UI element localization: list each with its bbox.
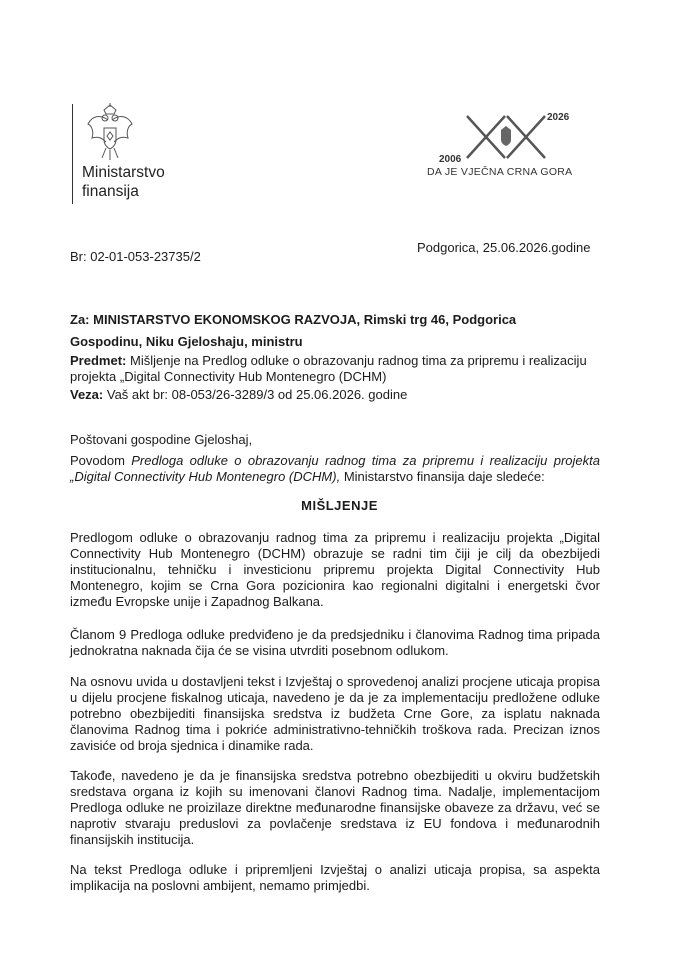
place-date: Podgorica, 25.06.2026.godine [417,240,591,255]
anniversary-year-start: 2006 [439,154,462,165]
body-paragraph: Na osnovu uvida u dostavljeni tekst i Izvještaj o sprovedenoj analizi procjene uticaja propisa u dijelu procjene fiskalnog uticaja, navedeno je da je za implementaciju predložene odluke potrebno obezbijediti finansijska sredstva iz budžeta Crne Gore, za isplatu naknada članovima Radnog tima i pokriće administrativno-tehničkih troškova rada. Precizan iznos zavisiće od broja sjednica i dinamike rada. [70,674,600,753]
addressee-text: Gospodinu, Niku Gjeloshaju, ministru [70,334,303,349]
intro-prefix: Povodom [70,453,132,468]
addressee [70,334,303,350]
body-paragraph: Takođe, navedeno je da je finansijska sredstva potrebno obezbijediti u okviru budžetskih sredstava organa iz kojih su imenovani članovi Radnog tima. Nadalje, implementacijom Predloga odluke ne proizilaze direktne međunarodne finansijske obaveze za državu, već se naprotiv stvaraju preduslovi za povlačenje sredstava iz EU fondova i međunarodnih finansijskih institucija. [70,768,600,847]
document-heading: MIŠLJENJE [301,498,378,513]
reference-block [70,387,407,403]
ministry-name [82,163,165,201]
recipient-label: Za: [70,312,90,327]
salutation: Poštovani gospodine Gjeloshaj, [70,432,253,447]
letterhead-divider [72,104,73,204]
subject-line2: projekta „Digital Connectivity Hub Montenegro (DCHM) [70,369,387,384]
reference-label: Veza: [70,387,104,402]
coat-of-arms-icon [84,102,136,164]
intro-italic: Predloga odluke o obrazovanju radnog tima za pripremu i realizaciju projekta „Digital Connectivity Hub Montenegro (DCHM), [70,453,600,484]
anniversary-year-end: 2026 [547,112,570,123]
recipient-line [70,312,516,328]
subject-block [70,353,610,385]
ministry-name-line1: Ministarstvo [82,164,165,181]
body-paragraph: Članom 9 Predloga odluke predviđeno je da predsjedniku i članovima Radnog tima pripada jednokratna naknada čija će se visina utvrditi posebnom odlukom. [70,627,600,658]
intro-suffix: Ministarstvo finansija daje sledeće: [340,469,545,484]
subject-label: Predmet: [70,353,127,368]
subject-line1: Mišljenje na Predlog odluke o obrazovanju radnog tima za pripremu i realizaciju [129,353,587,368]
recipient-name: MINISTARSTVO EKONOMSKOG RAZVOJA, Rimski trg 46, Podgorica [93,312,517,327]
reference-number: Br: 02-01-053-23735/2 [70,249,201,264]
reference-text: Vaš akt br: 08-053/26-3289/3 od 25.06.2026. godine [106,387,408,402]
ministry-name-line2: finansija [82,183,139,200]
body-paragraph: Na tekst Predloga odluke i pripremljeni Izvještaj o analizi uticaja propisa, sa aspekta implikacija na poslovni ambijent, nemamo primjedbi. [70,862,600,893]
body-paragraph: Predlogom odluke o obrazovanju radnog tima za pripremu i realizaciju projekta „Digital Connectivity Hub Montenegro (DCHM) obrazuje se radni tim čiji je cilj da obezbijedi institucionalnu, tehničku i investicionu pripremu projekta Digital Connectivity Hub Montenegro, kojim se Crna Gora pozicionira kao regionalni digitalni i energetski čvor između Evropske unije i Zapadnog Balkana. [70,530,600,609]
intro-paragraph [70,453,600,485]
anniversary-slogan: DA JE VJEČNA CRNA GORA [427,166,573,178]
